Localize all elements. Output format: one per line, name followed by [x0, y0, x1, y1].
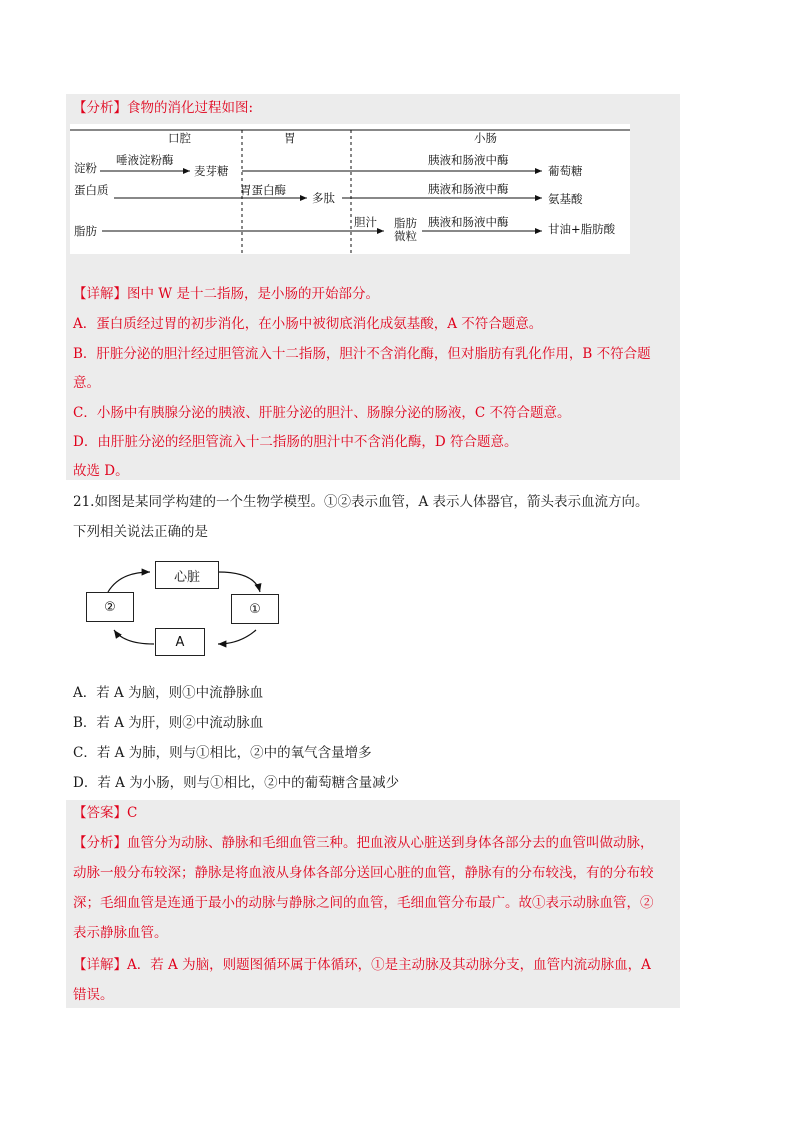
heart-box: 心脏 — [155, 561, 219, 589]
option-a-line: A．蛋白质经过胃的初步消化，在小肠中被彻底消化成氨基酸，A 不符合题意。 — [73, 316, 543, 332]
conclusion-line: 故选 D。 — [73, 463, 129, 479]
analysis2-tag: 【分析】 — [73, 835, 127, 851]
vessel-2-box: ② — [86, 592, 134, 622]
row1-enzyme2: 胰液和肠液中酶 — [428, 153, 509, 167]
detail-text: 图中 W 是十二指肠，是小肠的开始部分。 — [127, 286, 379, 302]
analysis-text: 食物的消化过程如图: — [127, 100, 254, 116]
question-stem-2: 下列相关说法正确的是 — [73, 524, 208, 540]
row2-end: 氨基酸 — [548, 192, 583, 206]
detail2-text-1: A．若 A 为脑，则题图循环属于体循环，①是主动脉及其动脉分支，血管内流动脉血，A — [127, 957, 651, 973]
row1-start: 淀粉 — [74, 161, 97, 175]
header-oral: 口腔 — [168, 131, 191, 145]
row2-enzyme1: 胃蛋白酶 — [240, 183, 286, 197]
row3-mid-2: 微粒 — [394, 229, 417, 243]
choice-c: C．若 A 为肺，则与①相比，②中的氧气含量增多 — [73, 745, 372, 761]
row3-start: 脂肪 — [74, 224, 97, 238]
question-stem-1: 21.如图是某同学构建的一个生物学模型。①②表示血管，A 表示人体器官，箭头表示血流方向。 — [73, 494, 649, 510]
row2-mid: 多肽 — [312, 191, 335, 205]
option-b-line-cont: 意。 — [73, 375, 100, 391]
header-small-intestine: 小肠 — [474, 131, 497, 145]
option-b-line: B．肝脏分泌的胆汁经过胆管流入十二指肠，胆汁不含消化酶，但对脂肪有乳化作用，B 不符合题 — [73, 346, 651, 362]
organ-a-box: A — [155, 628, 205, 656]
row2-start: 蛋白质 — [74, 183, 109, 197]
row1-mid: 麦芽糖 — [194, 164, 229, 178]
detail-tag: 【详解】 — [73, 286, 127, 302]
choice-b: B．若 A 为肝，则②中流动脉血 — [73, 715, 264, 731]
row3-enzyme1: 胆汁 — [354, 215, 377, 229]
analysis2-line-1 — [73, 833, 654, 853]
detail2-tag: 【详解】 — [73, 957, 127, 973]
detail-line — [73, 284, 379, 304]
row3-enzyme2: 胰液和肠液中酶 — [428, 215, 509, 229]
row3-mid-1: 脂肪 — [394, 216, 417, 230]
row2-enzyme2: 胰液和肠液中酶 — [428, 182, 509, 196]
header-stomach: 胃 — [284, 131, 296, 145]
analysis-tag: 【分析】 — [73, 100, 127, 116]
answer-tag: 【答案】 — [73, 805, 127, 821]
analysis2-line-2: 动脉一般分布较深；静脉是将血液从身体各部分送回心脏的血管，静脉有的分布较浅，有的分布较 — [73, 865, 654, 881]
row1-enzyme1: 唾液淀粉酶 — [116, 153, 174, 167]
digestion-diagram-lines — [70, 124, 630, 254]
choice-a: A．若 A 为脑，则①中流静脉血 — [73, 685, 264, 701]
row1-end: 葡萄糖 — [548, 164, 583, 178]
answer-line — [73, 803, 137, 823]
option-c-line: C．小肠中有胰腺分泌的胰液、肝脏分泌的胆汁、肠腺分泌的肠液，C 不符合题意。 — [73, 405, 571, 421]
detail2-line-1 — [73, 955, 651, 975]
analysis2-line-4: 表示静脉血管。 — [73, 925, 168, 941]
choice-d: D．若 A 为小肠，则与①相比，②中的葡萄糖含量减少 — [73, 775, 400, 791]
digestion-diagram — [70, 124, 630, 254]
analysis-line-1 — [73, 98, 253, 118]
option-d-line: D．由肝脏分泌的经胆管流入十二指肠的胆汁中不含消化酶，D 符合题意。 — [73, 434, 518, 450]
analysis2-text-1: 血管分为动脉、静脉和毛细血管三种。把血液从心脏送到身体各部分去的血管叫做动脉， — [127, 835, 654, 851]
analysis2-line-3: 深；毛细血管是连通于最小的动脉与静脉之间的血管，毛细血管分布最广。故①表示动脉血管，② — [73, 895, 654, 911]
answer-value: C — [127, 805, 138, 821]
row3-end: 甘油+脂肪酸 — [548, 222, 616, 236]
vessel-1-box: ① — [231, 594, 279, 624]
detail2-line-2: 错误。 — [73, 987, 114, 1003]
